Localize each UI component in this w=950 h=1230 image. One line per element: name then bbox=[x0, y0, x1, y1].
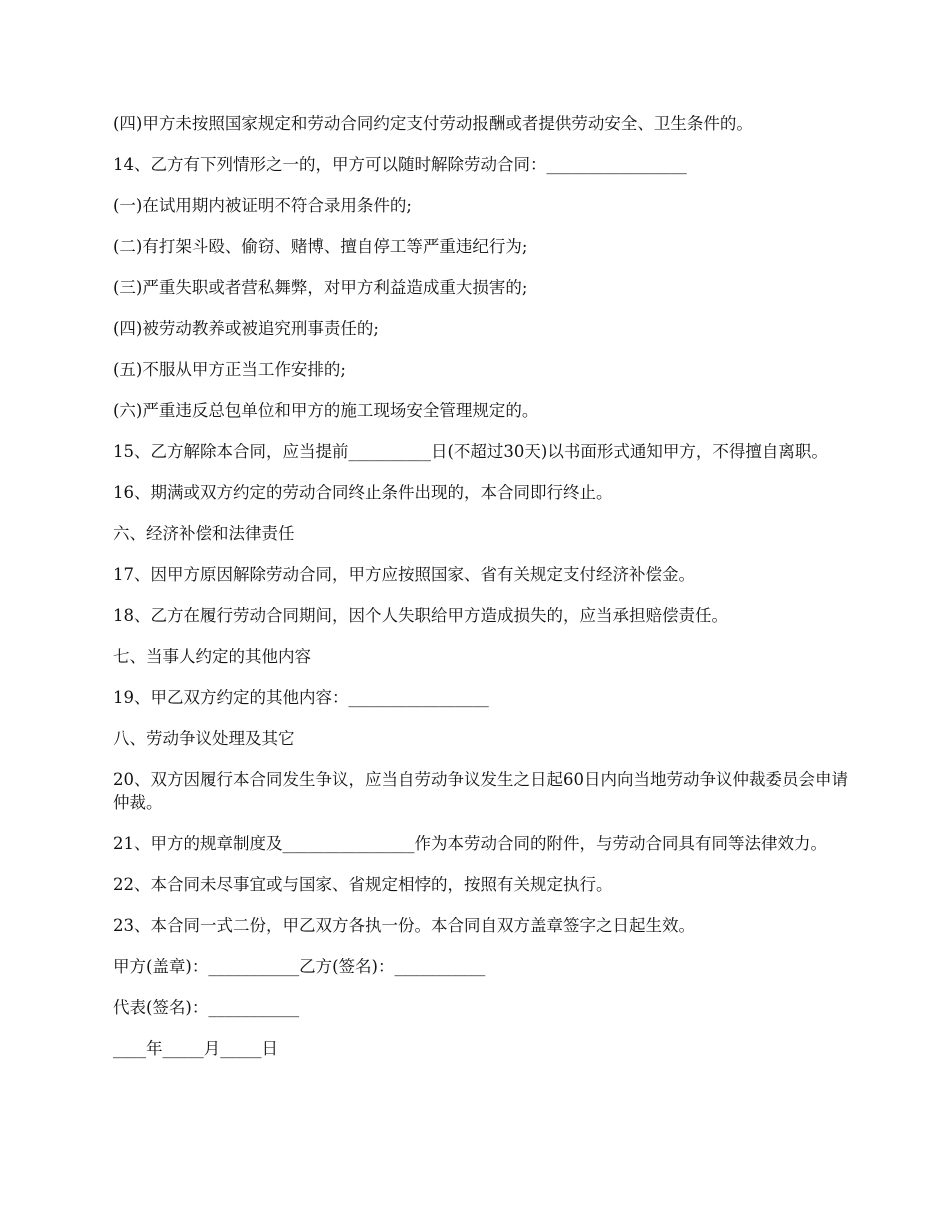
section-6-heading: 六、经济补偿和法律责任 bbox=[113, 524, 295, 543]
clause-23: 23、本合同一式二份，甲乙双方各执一份。本合同自双方盖章签字之日起生效。 bbox=[113, 916, 695, 935]
clause-14-item-5: (五)不服从甲方正当工作安排的; bbox=[113, 360, 346, 379]
clause-4-item-4: (四)甲方未按照国家规定和劳动合同约定支付劳动报酬或者提供劳动安全、卫生条件的。 bbox=[113, 114, 753, 133]
clause-14-item-3: (三)严重失职或者营私舞弊，对甲方利益造成重大损害的; bbox=[113, 278, 528, 297]
clause-15: 15、乙方解除本合同，应当提前__________日(不超过30天)以书面形式通知甲方，不得擅自离职。 bbox=[113, 442, 828, 461]
clause-20: 20、双方因履行本合同发生争议，应当自劳动争议发生之日起60日内向当地劳动争议仲裁委员会申请仲裁。 bbox=[113, 770, 848, 812]
contract-body bbox=[113, 112, 848, 1078]
section-7-heading: 七、当事人约定的其他内容 bbox=[113, 647, 311, 666]
clause-16: 16、期满或双方约定的劳动合同终止条件出现的，本合同即行终止。 bbox=[113, 483, 613, 502]
clause-22: 22、本合同未尽事宜或与国家、省规定相悖的，按照有关规定执行。 bbox=[113, 875, 613, 894]
clause-14-item-6: (六)严重违反总包单位和甲方的施工现场安全管理规定的。 bbox=[113, 401, 539, 420]
clause-18: 18、乙方在履行劳动合同期间，因个人失职给甲方造成损失的，应当承担赔偿责任。 bbox=[113, 606, 728, 625]
representative-signature-line: 代表(签名)：___________ bbox=[113, 998, 300, 1017]
clause-21: 21、甲方的规章制度及________________作为本劳动合同的附件，与劳动合同具有同等法律效力。 bbox=[113, 834, 827, 853]
clause-19: 19、甲乙双方约定的其他内容：_________________ bbox=[113, 688, 489, 707]
clause-17: 17、因甲方原因解除劳动合同，甲方应按照国家、省有关规定支付经济补偿金。 bbox=[113, 565, 695, 584]
party-signature-line: 甲方(盖章)：___________乙方(签名)：___________ bbox=[113, 957, 486, 976]
clause-14-item-4: (四)被劳动教养或被追究刑事责任的; bbox=[113, 319, 379, 338]
clause-14-item-1: (一)在试用期内被证明不符合录用条件的; bbox=[113, 196, 412, 215]
date-line: ____年_____月_____日 bbox=[113, 1039, 278, 1058]
clause-14: 14、乙方有下列情形之一的，甲方可以随时解除劳动合同：_________________ bbox=[113, 155, 687, 174]
clause-14-item-2: (二)有打架斗殴、偷窃、赌博、擅自停工等严重违纪行为; bbox=[113, 237, 528, 256]
section-8-heading: 八、劳动争议处理及其它 bbox=[113, 729, 295, 748]
